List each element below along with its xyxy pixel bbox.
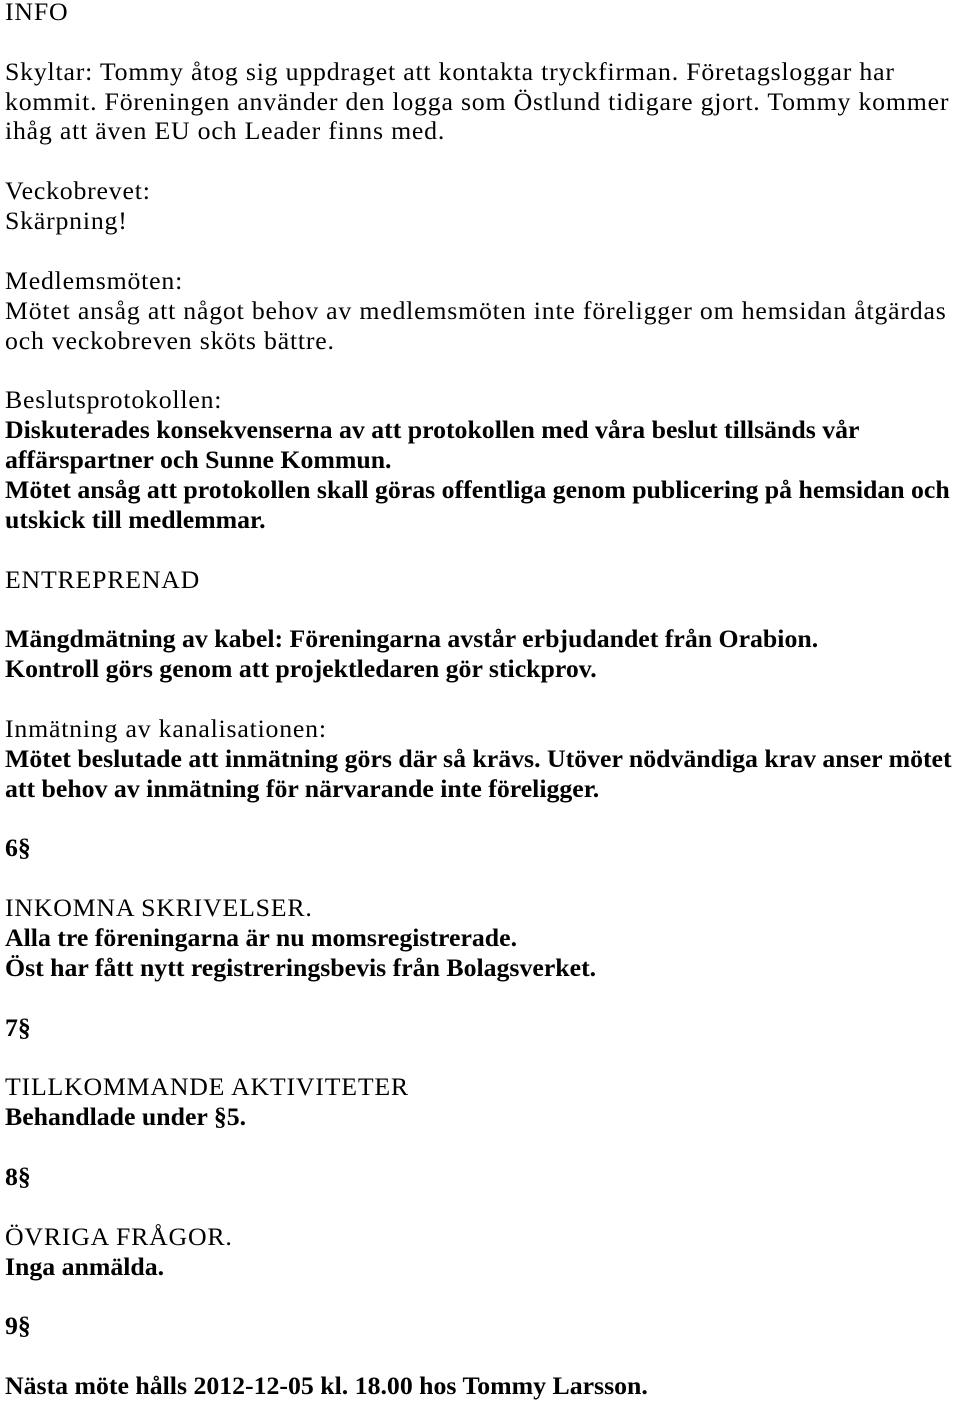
section-text: Alla tre föreningarna är nu momsregistrerade. bbox=[5, 922, 518, 952]
skyltar-paragraph: Skyltar: Tommy åtog sig uppdraget att kontakta tryckfirman. Företagsloggar har kommit. Föreningen använder den logga som Östlund tidigare gjort. Tommy kommer ihåg att även EU och Leader finns med. bbox=[5, 56, 950, 146]
section-heading: INKOMNA SKRIVELSER. bbox=[5, 893, 313, 923]
entreprenad-section bbox=[5, 565, 960, 804]
kontroll-text: Kontroll görs genom att projektledaren gör stickprov. bbox=[5, 654, 597, 684]
spacer bbox=[5, 1281, 960, 1311]
section-7 bbox=[5, 1013, 960, 1132]
spacer bbox=[5, 684, 960, 714]
veckobrevet-label: Veckobrevet: bbox=[5, 176, 151, 206]
spacer bbox=[5, 236, 960, 266]
section-6 bbox=[5, 833, 960, 982]
section-number: 8§ bbox=[5, 1161, 31, 1191]
section-text: Öst har fått nytt registreringsbevis från Bolagsverket. bbox=[5, 952, 597, 982]
medlemsmoten-text: Mötet ansåg att något behov av medlemsmöten inte föreligger om hemsidan åtgärdas och veckobreven sköts bättre. bbox=[5, 295, 947, 355]
section-9 bbox=[5, 1311, 960, 1401]
entreprenad-heading: ENTREPRENAD bbox=[5, 564, 201, 594]
spacer bbox=[5, 983, 960, 1013]
section-heading: ÖVRIGA FRÅGOR. bbox=[5, 1221, 233, 1251]
info-section bbox=[5, 0, 960, 535]
section-number: 9§ bbox=[5, 1311, 31, 1341]
beslutsprotokollen-discussion: Diskuterades konsekvenserna av att protokollen med våra beslut tillsänds vår affärspartner och Sunne Kommun. bbox=[5, 415, 860, 475]
spacer bbox=[5, 594, 960, 624]
spacer bbox=[5, 1341, 960, 1371]
spacer bbox=[5, 535, 960, 565]
section-8 bbox=[5, 1162, 960, 1281]
spacer bbox=[5, 27, 960, 57]
spacer bbox=[5, 804, 960, 834]
inmatning-label: Inmätning av kanalisationen: bbox=[5, 713, 327, 743]
section-text: Inga anmälda. bbox=[5, 1251, 165, 1281]
beslutsprotokollen-decision: Mötet ansåg att protokollen skall göras offentliga genom publicering på hemsidan och utskick till medlemmar. bbox=[5, 474, 950, 534]
section-heading: TILLKOMMANDE AKTIVITETER bbox=[5, 1072, 409, 1102]
spacer bbox=[5, 1042, 960, 1072]
section-number: 7§ bbox=[5, 1012, 31, 1042]
section-number: 6§ bbox=[5, 833, 31, 863]
inmatning-decision: Mötet beslutade att inmätning görs där så krävs. Utöver nödvändiga krav anser mötet att behov av inmätning för närvarande inte föreligger. bbox=[5, 743, 952, 803]
veckobrevet-text: Skärpning! bbox=[5, 206, 128, 236]
spacer bbox=[5, 1132, 960, 1162]
info-heading: INFO bbox=[5, 0, 69, 26]
next-meeting-text: Nästa möte hålls 2012-12-05 kl. 18.00 hos Tommy Larsson. bbox=[5, 1371, 648, 1401]
mangdmatning-text: Mängdmätning av kabel: Föreningarna avstår erbjudandet från Orabion. bbox=[5, 624, 819, 654]
beslutsprotokollen-label: Beslutsprotokollen: bbox=[5, 385, 223, 415]
spacer bbox=[5, 863, 960, 893]
spacer bbox=[5, 146, 960, 176]
medlemsmoten-label: Medlemsmöten: bbox=[5, 265, 184, 295]
spacer bbox=[5, 355, 960, 385]
spacer bbox=[5, 1192, 960, 1222]
section-text: Behandlade under §5. bbox=[5, 1102, 247, 1132]
